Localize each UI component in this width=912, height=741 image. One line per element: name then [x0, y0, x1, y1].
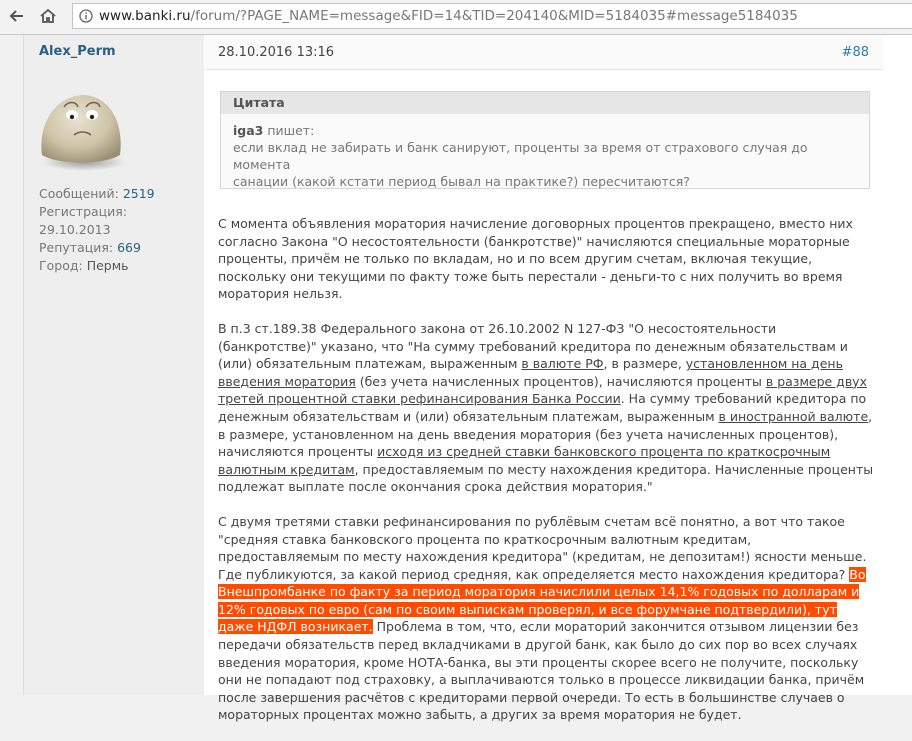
quote-author[interactable]: iga3: [233, 123, 264, 138]
p2-text-d: . На сумму требований кредитора по денежным обязательствам и (или) обязательным платежам, выраженным: [218, 391, 867, 424]
post-body: [218, 215, 876, 741]
quote-line-2: санации (какой кстати период бывал на практике?) пересчитаются?: [233, 174, 690, 189]
paragraph-2: [218, 320, 876, 496]
paragraph-1: С момента объявления моратория начисление договорных процентов прекращено, вместо них согласно Закона "О несостоятельности (банкротстве)" начисляются специальные мораторные проценты, причём не только по вкладам, но и по всем другим счетам, включая текущие, поскольку они текущими по факту тоже быть перестали - деньги-то с них получить во время моратория нельзя.: [218, 216, 853, 302]
quote-author-row: [233, 122, 857, 139]
city-label: Город:: [39, 258, 83, 273]
p2-text-b: , в размере,: [603, 356, 686, 372]
quote-block: [220, 91, 870, 189]
p2-underline-4: в иностранной валюте: [718, 408, 869, 424]
browser-toolbar: [0, 0, 912, 35]
city-row: [39, 257, 155, 275]
p3-text-b: Проблема в том, что, если мораторий закончится отзывом лицензии без передачи обязательств перед вкладчиками в другой банк, как было до сих пор во всех случаях введения моратория, кроме НОТА-банка, вы эти проценты скорее всего не получите, поскольку они не попадают под страховку, а выплачиваются только в процессе ликвидации банка, причём после завершения расчётов с кредиторами первой очереди. То есть в большинстве случаев о мораторных процентах можно забыть, а других за время моратория не будет.: [218, 619, 865, 723]
paragraph-3: [218, 513, 876, 724]
messages-row: [39, 185, 155, 203]
url-path: /forum/?PAGE_NAME=message&FID=14&TID=204140&MID=5184035#message5184035: [190, 8, 798, 24]
info-icon[interactable]: [79, 9, 93, 23]
quote-line-1: если вклад не забирать и банк санируют, проценты за время от страхового случая до момента: [233, 140, 808, 172]
forum-post: [23, 35, 912, 723]
p2-text-a: В п.3 ст.189.38 Федерального закона от 26.10.2002 N 127-ФЗ "О несостоятельности (банкротстве)" указано, что "На сумму требований кредитора по денежным обязательствам и (или) обязательным платежам, выраженным: [218, 320, 848, 372]
messages-label: Сообщений:: [39, 186, 119, 201]
back-button[interactable]: [6, 5, 28, 27]
author-info: [39, 185, 155, 275]
messages-count[interactable]: 2519: [122, 186, 155, 201]
city-value: Пермь: [86, 258, 129, 273]
p2-underline-1: в валюте РФ: [521, 356, 604, 372]
author-name[interactable]: Alex_Perm: [39, 44, 116, 59]
quote-body: [221, 114, 869, 190]
highlighted-text: Во Внешпромбанке по факту за период моратория начислили целых 14,1% годовых по долларам и 12% годовых по евро (сам по своим выпискам проверял, и все форумчане подтвердили), тут даже НДФЛ возникает.: [218, 566, 866, 635]
p2-underline-5: исходя из средней ставки банковского процента по краткосрочным валютным кредитам: [218, 444, 831, 477]
post-date: 28.10.2016 13:16: [218, 45, 335, 60]
p2-text-c: (без учета начисленных процентов), начисляются проценты: [355, 373, 766, 389]
post-content: [205, 35, 912, 723]
quote-title: Цитата: [221, 92, 869, 114]
url-host: www.banki.ru: [99, 8, 191, 24]
p2-text-e: , в размере, установленном на день введения моратория (без учета начисленных процентов), начисляются проценты: [218, 408, 873, 460]
post-header: [205, 35, 883, 70]
p2-text-f: , предоставляемым по месту нахождения кредитора. Начисленные проценты подлежат выплате после окончания срока действия моратория.": [218, 461, 874, 495]
registration-label: Регистрация:: [39, 204, 128, 219]
home-icon: [39, 7, 57, 25]
reputation-row: [39, 239, 155, 257]
p3-text-a: С двумя третями ставки рефинансирования по рублёвым счетам всё понятно, а вот что такое "средняя ставка банковского процента по краткосрочным валютным кредитам, предоставляемым по месту нахождения кредитора" (кредитам, не депозитам!) ясности меньше. Где публикуются, за какой период средняя, как определяется место нахождения кредитора?: [218, 513, 867, 582]
reputation-label: Репутация:: [39, 240, 114, 255]
p2-underline-2: установленном на день введения моратория: [218, 356, 843, 389]
address-bar[interactable]: [72, 3, 912, 29]
p2-underline-3: в размере двух третей процентной ставки рефинансирования Банка России: [218, 373, 867, 407]
reputation-value[interactable]: 669: [117, 240, 141, 255]
arrow-left-icon: [8, 7, 26, 25]
home-button[interactable]: [37, 5, 59, 27]
avatar[interactable]: [34, 85, 130, 173]
quote-says: пишет:: [267, 123, 315, 138]
post-number-link[interactable]: #88: [841, 45, 869, 60]
author-sidebar: [24, 35, 204, 695]
registration-date: 29.10.2013: [39, 222, 111, 237]
